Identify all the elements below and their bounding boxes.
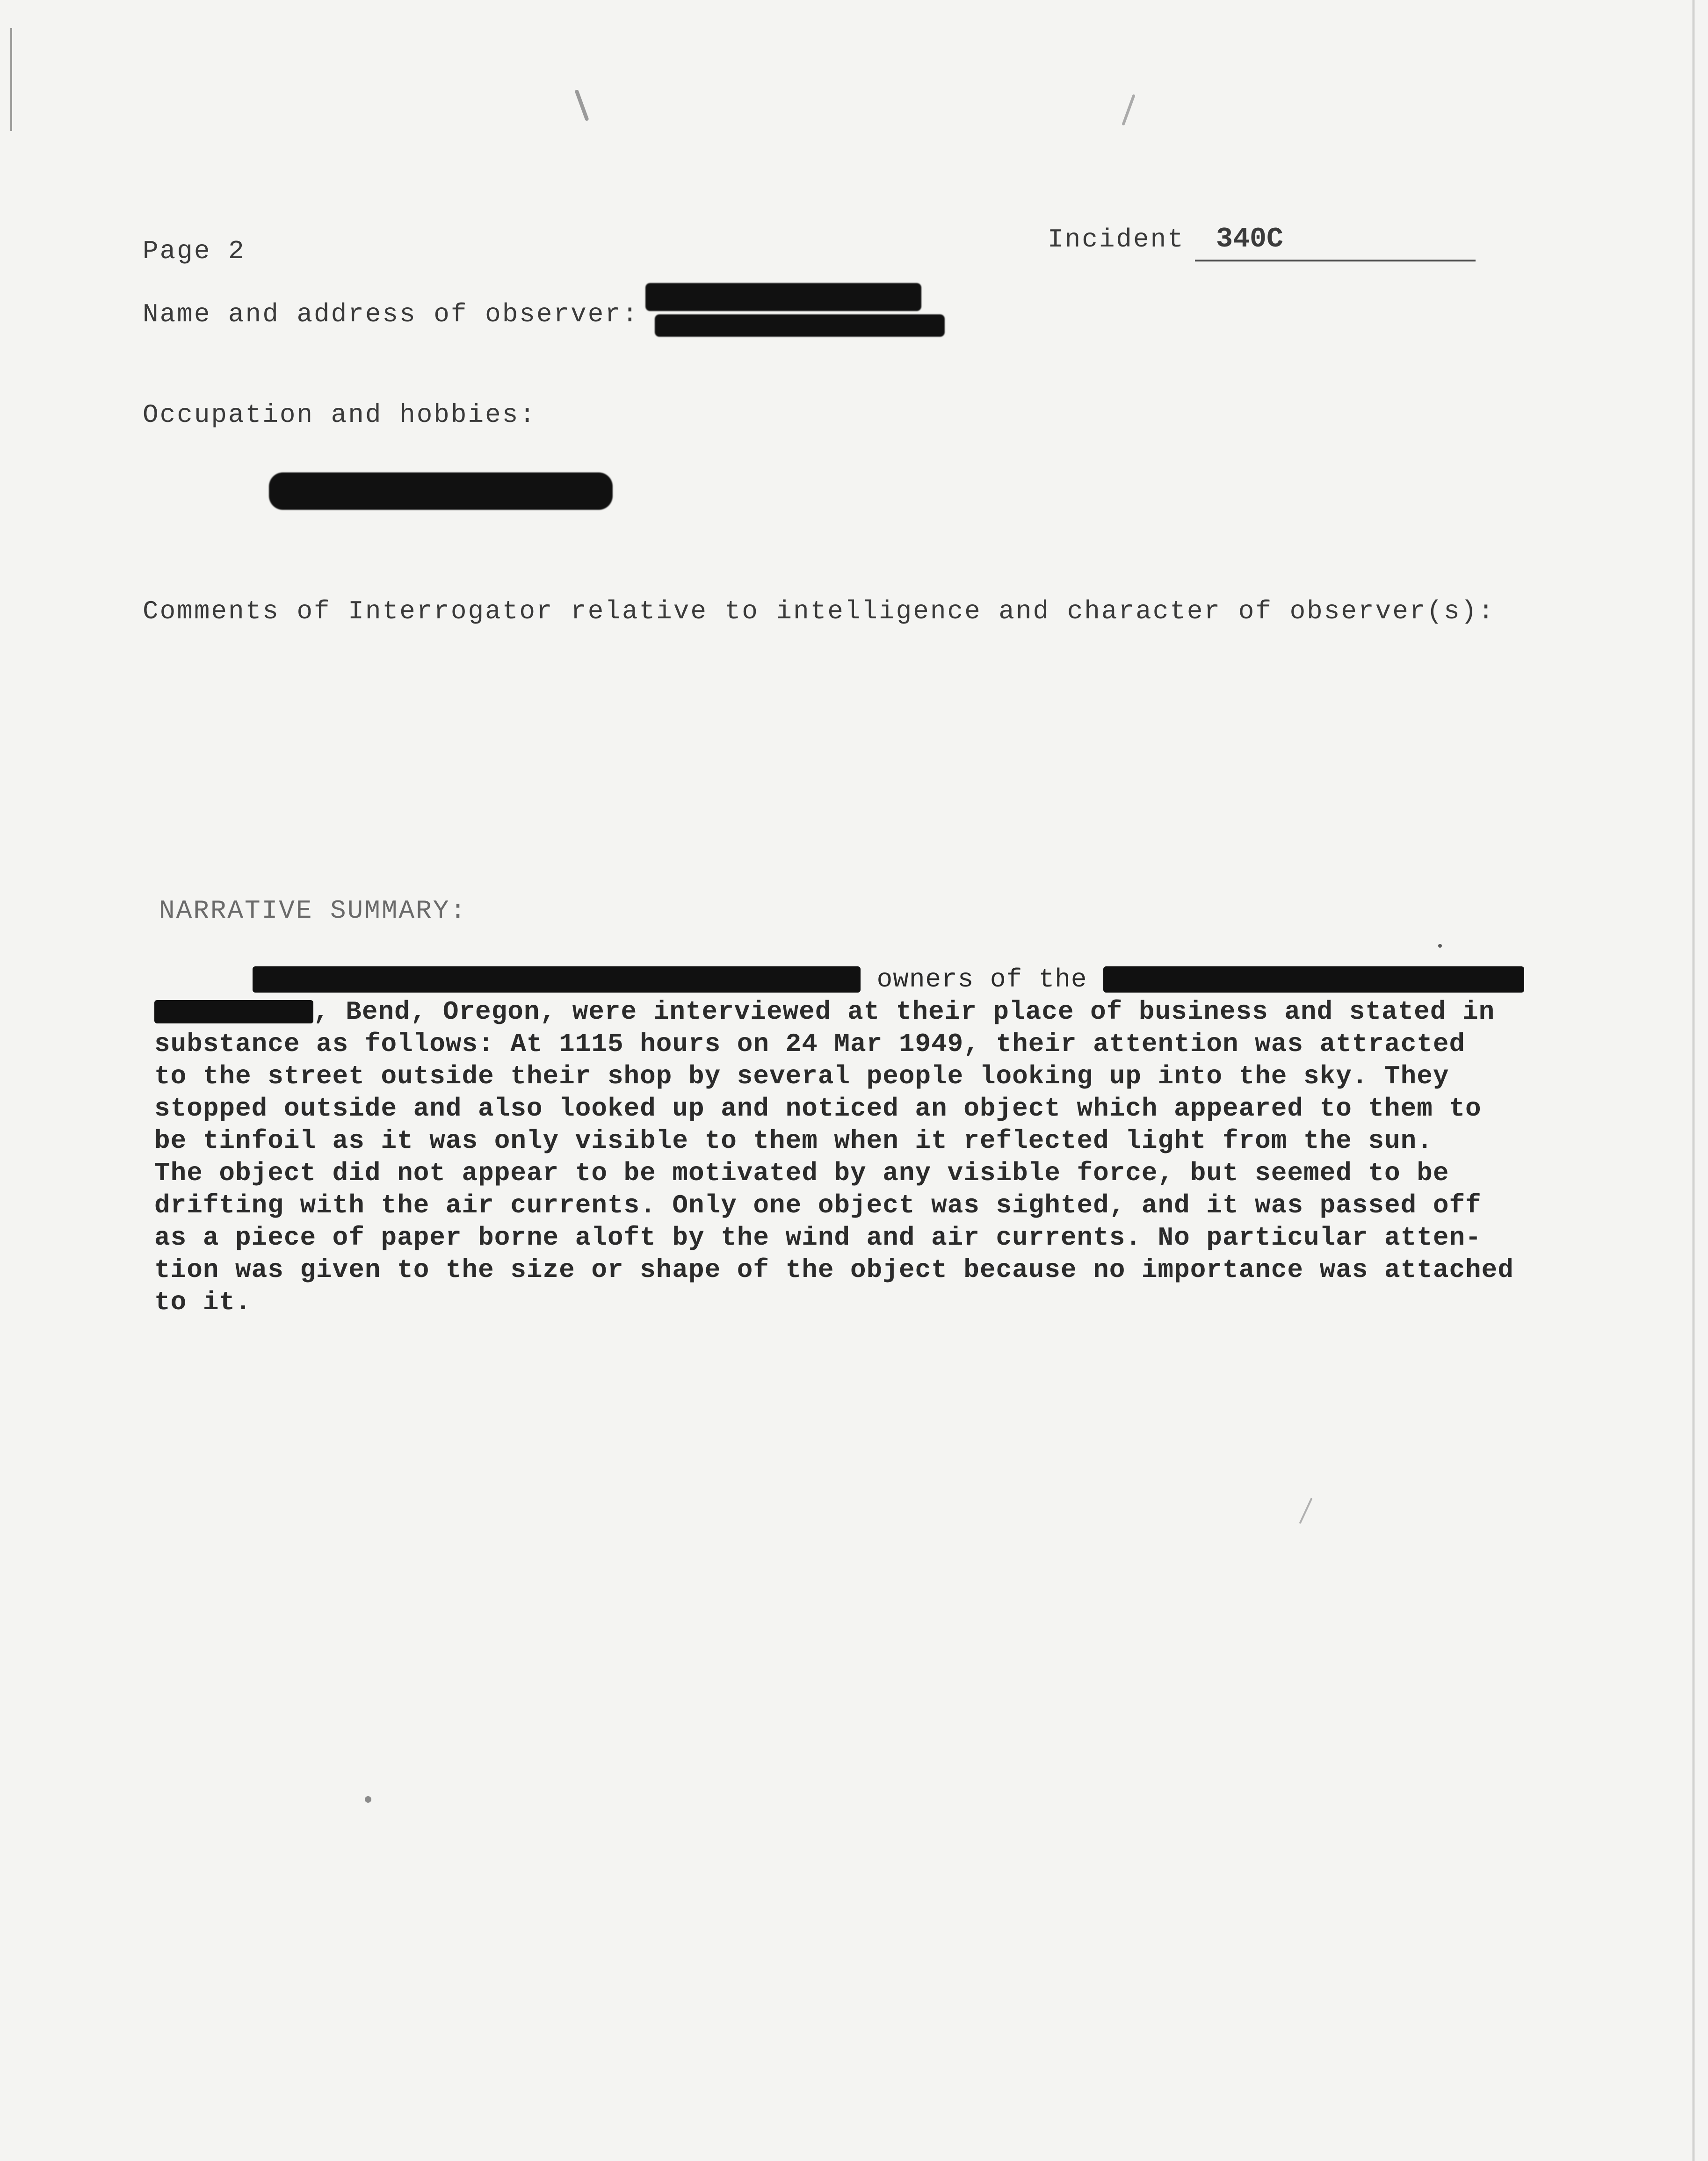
narrative-line: tion was given to the size or shape of the object because no importance was attached bbox=[154, 1255, 1514, 1285]
narrative-line: substance as follows: At 1115 hours on 24 Mar 1949, their attention was attracted bbox=[154, 1029, 1466, 1059]
scan-speck bbox=[1299, 1498, 1313, 1524]
narrative-line-text: , Bend, Oregon, were interviewed at their place of business and stated in bbox=[313, 997, 1495, 1027]
narrative-line-text: owners of the bbox=[876, 964, 1087, 994]
scan-speck bbox=[1438, 944, 1442, 948]
incident-label: Incident bbox=[1048, 225, 1185, 254]
occupation-label: Occupation and hobbies: bbox=[143, 400, 536, 430]
narrative-line bbox=[154, 996, 1557, 1028]
narrative-line: The object did not appear to be motivated by any visible force, but seemed to be bbox=[154, 1158, 1449, 1188]
right-edge-shadow bbox=[1692, 0, 1695, 2161]
name-address-label: Name and address of observer: bbox=[143, 299, 639, 329]
narrative-line: to it. bbox=[154, 1287, 252, 1317]
narrative-line: drifting with the air currents. Only one object was sighted, and it was passed off bbox=[154, 1190, 1482, 1220]
narrative-line: as a piece of paper borne aloft by the wind and air currents. No particular atten- bbox=[154, 1223, 1482, 1253]
narrative-line bbox=[154, 964, 1557, 996]
scan-speck bbox=[574, 89, 589, 122]
left-edge-mark bbox=[10, 28, 12, 131]
page-number: Page 2 bbox=[143, 236, 246, 266]
incident-number: 340C bbox=[1216, 224, 1284, 255]
narrative-line: be tinfoil as it was only visible to them when it reflected light from the sun. bbox=[154, 1126, 1433, 1156]
scan-speck bbox=[365, 1796, 371, 1803]
redaction-bar bbox=[269, 472, 613, 510]
redaction-bar bbox=[154, 1000, 313, 1023]
narrative-line: to the street outside their shop by several people looking up into the sky. They bbox=[154, 1061, 1449, 1091]
scan-speck bbox=[1122, 94, 1136, 126]
comments-label: Comments of Interrogator relative to intelligence and character of observer(s): bbox=[143, 596, 1495, 626]
redaction-bar bbox=[645, 283, 921, 311]
redaction-bar bbox=[1103, 966, 1524, 993]
narrative-body bbox=[154, 964, 1557, 1319]
redaction-bar bbox=[253, 966, 861, 993]
redaction-bar bbox=[655, 314, 945, 337]
incident-underline bbox=[1195, 260, 1476, 261]
narrative-heading: NARRATIVE SUMMARY: bbox=[159, 896, 467, 926]
narrative-line: stopped outside and also looked up and noticed an object which appeared to them to bbox=[154, 1094, 1482, 1124]
